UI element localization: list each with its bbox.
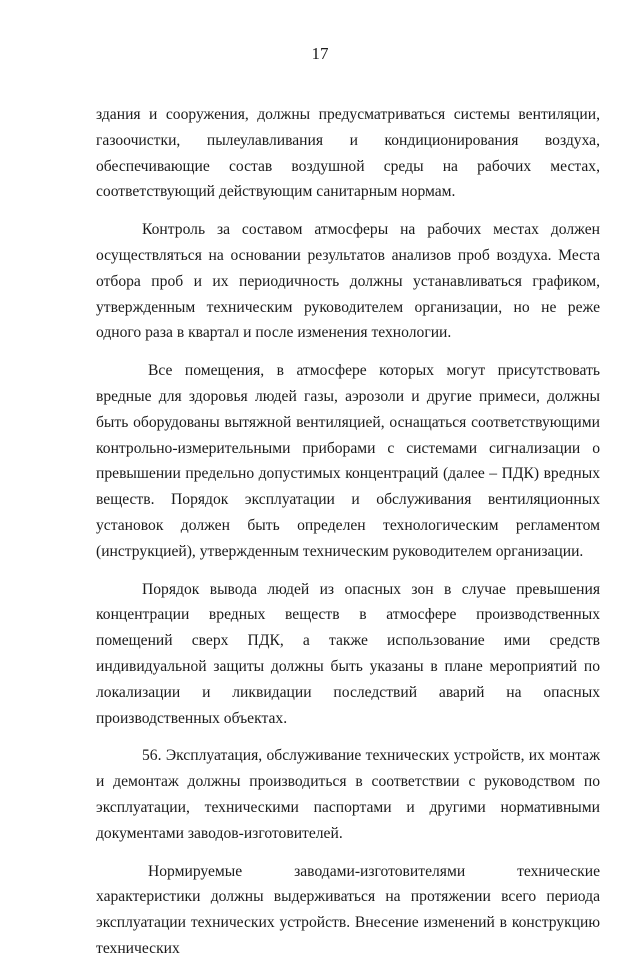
paragraph-section-56: 56. Эксплуатация, обслуживание технических устройств, их монтаж и демонтаж должны производиться в соответствии с руководством по эксплуатации, техническими паспортами и другими нормативными документами заводов-изготовителей. (96, 747, 600, 842)
document-body (96, 102, 600, 974)
paragraph-specifications: Нормируемые заводами-изготовителями технические характеристики должны выдерживаться на протяжении всего периода эксплуатации технических устройств. Внесение изменений в конструкцию технических (96, 862, 600, 957)
paragraph-ventilation: Все помещения, в атмосфере которых могут присутствовать вредные для здоровья людей газы, аэрозоли и другие примеси, должны быть оборудованы вытяжной вентиляцией, оснащаться соответствующими контрольно-измерительными приборами с системами сигнализации о превышении предельно допустимых концентраций (далее – ПДК) вредных веществ. Порядок эксплуатации и обслуживания вентиляционных установок должен быть определен технологическим регламентом (инструкцией), утвержденным техническим руководителем организации. (96, 362, 600, 560)
paragraph-air-control: Контроль за составом атмосферы на рабочих местах должен осуществляться на основании результатов анализов проб воздуха. Места отбора проб и их периодичность должны устанавливаться графиком, утвержденным техническим руководителем организации, но не реже одного раза в квартал и после изменения технологии. (96, 221, 600, 342)
paragraph-continuation: здания и сооружения, должны предусматриваться системы вентиляции, газоочистки, пылеулавливания и кондиционирования воздуха, обеспечивающие состав воздушной среды на рабочих местах, соответствующий действующим санитарным нормам. (96, 106, 600, 201)
paragraph-evacuation: Порядок вывода людей из опасных зон в случае превышения концентрации вредных веществ в атмосфере производственных помещений сверх ПДК, а также использование ими средств индивидуальной защиты должны быть указаны в плане мероприятий по локализации и ликвидации последствий аварий на опасных производственных объектах. (96, 580, 600, 727)
page-number: 17 (311, 44, 329, 63)
